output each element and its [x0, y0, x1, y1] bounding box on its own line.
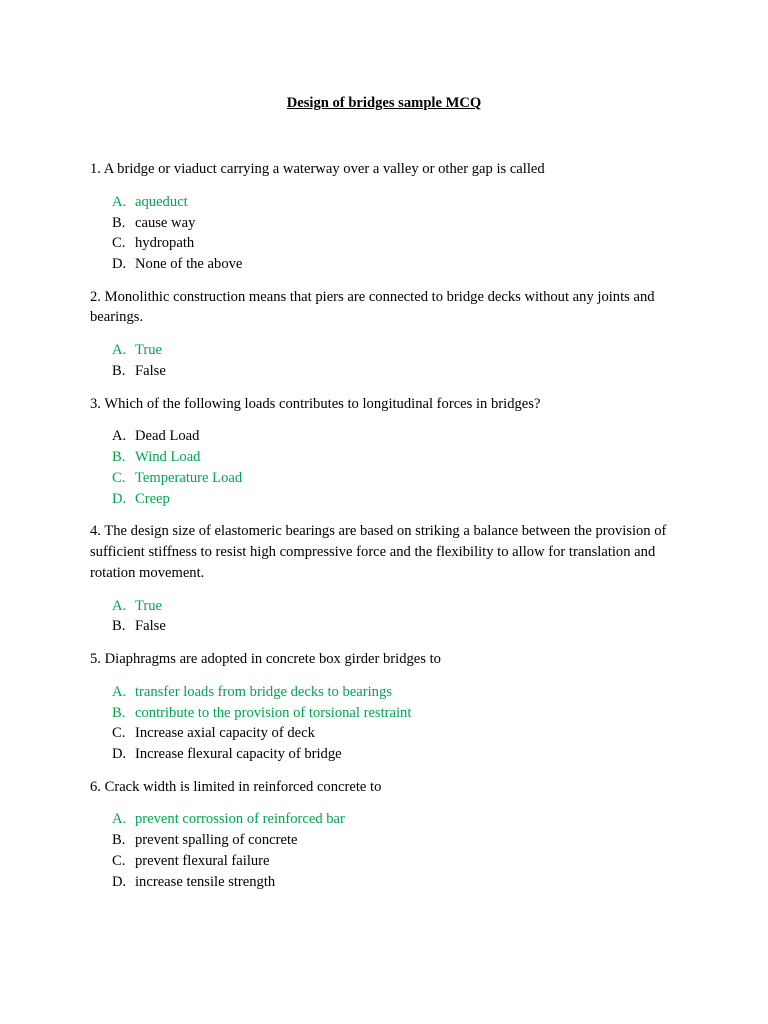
- option-item-correct: [90, 447, 690, 468]
- option-item: [90, 426, 690, 447]
- option-letter: D.: [112, 745, 127, 762]
- option-list: [90, 596, 690, 637]
- option-letter: B.: [112, 362, 126, 379]
- option-letter: B.: [112, 618, 126, 635]
- option-text: prevent flexural failure: [135, 852, 270, 869]
- option-item-correct: [90, 682, 690, 703]
- option-text: None of the above: [135, 255, 243, 272]
- option-letter: A.: [112, 597, 127, 614]
- option-text: cause way: [135, 214, 196, 231]
- option-letter: A.: [112, 428, 127, 445]
- question-block: [90, 777, 690, 893]
- question-block: [90, 287, 690, 382]
- option-letter: B.: [112, 214, 126, 231]
- option-text: Wind Load: [135, 449, 201, 466]
- option-text: Temperature Load: [135, 469, 243, 486]
- option-text: contribute to the provision of torsional restraint: [135, 704, 412, 721]
- question-list: [90, 159, 690, 904]
- option-item-correct: [90, 192, 690, 213]
- question-block: [90, 521, 690, 637]
- option-letter: A.: [112, 342, 127, 359]
- option-text: False: [135, 618, 166, 635]
- option-item: [90, 616, 690, 637]
- question-text: 1. A bridge or viaduct carrying a waterway over a valley or other gap is called: [90, 161, 545, 177]
- question-block: [90, 394, 690, 510]
- question-text: 6. Crack width is limited in reinforced concrete to: [90, 778, 382, 795]
- option-item: [90, 744, 690, 765]
- option-list: [90, 192, 690, 275]
- option-letter: B.: [112, 832, 126, 849]
- option-text: transfer loads from bridge decks to bearings: [135, 683, 392, 700]
- option-item-correct: [90, 468, 690, 489]
- option-text: Dead Load: [135, 428, 200, 445]
- option-text: Creep: [135, 490, 170, 507]
- option-letter: D.: [112, 873, 127, 890]
- option-item-correct: [90, 340, 690, 361]
- option-list: [90, 426, 690, 509]
- question-block: [90, 649, 690, 765]
- question-text: 2. Monolithic construction means that piers are connected to bridge decks without any joints and bearings.: [90, 288, 655, 326]
- document-title: Design of bridges sample MCQ: [286, 95, 482, 111]
- option-text: hydropath: [135, 235, 195, 252]
- option-item: [90, 851, 690, 872]
- option-item: [90, 254, 690, 275]
- option-item: [90, 361, 690, 382]
- option-text: True: [135, 597, 163, 614]
- option-text: False: [135, 362, 166, 379]
- option-letter: A.: [112, 811, 127, 828]
- option-text: aqueduct: [135, 193, 188, 210]
- option-list: [90, 809, 690, 892]
- question-text: 4. The design size of elastomeric bearings are based on striking a balance between the provision of sufficient stiffness to resist high compressive force and the flexibility to allow for translation and rotation movement.: [90, 523, 667, 581]
- option-item-correct: [90, 596, 690, 617]
- option-text: increase tensile strength: [135, 873, 276, 890]
- option-letter: C.: [112, 852, 126, 869]
- question-block: [90, 159, 690, 275]
- option-item: [90, 830, 690, 851]
- option-item-correct: [90, 489, 690, 510]
- option-list: [90, 682, 690, 765]
- option-text: True: [135, 342, 163, 359]
- option-letter: A.: [112, 683, 127, 700]
- option-letter: C.: [112, 469, 126, 486]
- question-text: 5. Diaphragms are adopted in concrete box girder bridges to: [90, 651, 441, 668]
- option-letter: C.: [112, 235, 126, 252]
- option-letter: D.: [112, 490, 127, 507]
- option-list: [90, 340, 690, 381]
- option-item-correct: [90, 703, 690, 724]
- option-text: Increase axial capacity of deck: [135, 725, 315, 742]
- option-item: [90, 723, 690, 744]
- option-letter: A.: [112, 193, 127, 210]
- option-letter: D.: [112, 255, 127, 272]
- option-letter: B.: [112, 449, 126, 466]
- option-item: [90, 213, 690, 234]
- option-item-correct: [90, 809, 690, 830]
- question-text: 3. Which of the following loads contributes to longitudinal forces in bridges?: [90, 395, 541, 412]
- option-item: [90, 872, 690, 893]
- option-letter: C.: [112, 725, 126, 742]
- option-text: Increase flexural capacity of bridge: [135, 745, 342, 762]
- option-letter: B.: [112, 704, 126, 721]
- option-text: prevent spalling of concrete: [135, 832, 298, 849]
- option-item: [90, 233, 690, 254]
- option-text: prevent corrossion of reinforced bar: [135, 811, 345, 828]
